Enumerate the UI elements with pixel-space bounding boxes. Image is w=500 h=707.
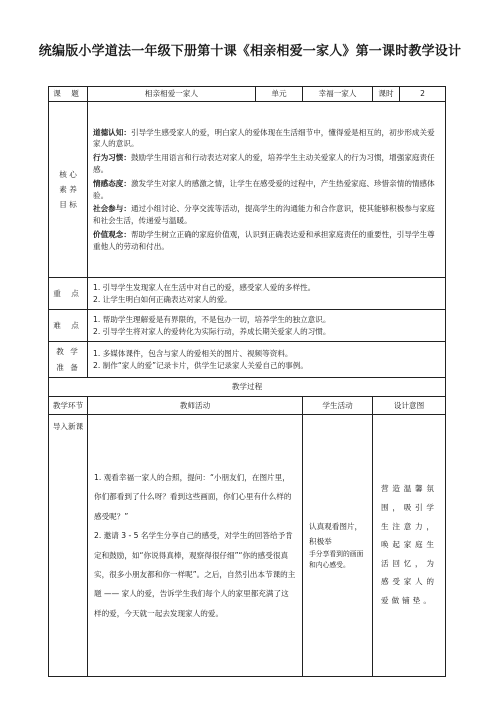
document-title: 统编版小学道法一年级下册第十课《相亲相爱一家人》第一课时教学设计 bbox=[38, 44, 462, 59]
student-activity bbox=[303, 415, 373, 677]
prep-item: 1. 多媒体课件，包含与家人的爱相关的图片、视频等资料。 bbox=[93, 348, 293, 358]
goal-item bbox=[88, 178, 445, 202]
goal-text: 激发学生对家人的感激之情，让学生在感受爱的过程中，产生热爱家庭、珍惜亲情的情感体验。 bbox=[93, 178, 435, 200]
period-cell bbox=[373, 87, 446, 102]
lesson-plan-document bbox=[48, 86, 445, 677]
difficult-points-content bbox=[88, 310, 446, 342]
teacher-step: 2. 邀请 3 - 5 名学生分享自己的感受，对学生的回答给予肯定和鼓励，如“你说得真棒，观察得很仔细”“你的感受很真实，很多小朋友都和你一样呢”。之后，自然引出本节课的主题 —— 家人的爱，告诉学生我们每个人的家里都充满了这样的爱，今天就一起去发现家人的爱。 bbox=[94, 531, 296, 618]
goal-term: 情感态度： bbox=[93, 178, 131, 188]
prep-content bbox=[88, 342, 446, 378]
process-title: 教学过程 bbox=[49, 378, 446, 397]
difficult-points-label: 难 点 bbox=[49, 310, 88, 342]
process-header-intent bbox=[373, 397, 446, 415]
design-intent: 营造温馨氛围，吸引学生注意力，唤起家庭生活回忆，为感受家人的爱做铺垫。 bbox=[373, 415, 446, 677]
lesson-plan-table bbox=[48, 86, 446, 677]
header-text: 学生活动 bbox=[322, 400, 353, 410]
core-label-line: 目 标 bbox=[59, 200, 77, 210]
goal-term: 社会参与： bbox=[93, 204, 131, 214]
prep-label-line: 准 备 bbox=[56, 362, 80, 372]
process-header-student bbox=[303, 397, 373, 415]
prep-label-line: 教 学 bbox=[56, 347, 80, 357]
header-text: 教师活动 bbox=[179, 400, 211, 410]
goal-text: 鼓励学生用语言和行动表达对家人的爱，培养学生主动关爱家人的行为习惯，增强家庭责任感。 bbox=[93, 153, 435, 174]
student-activity-main: 认真观看图片，积极举 bbox=[309, 522, 363, 546]
key-point-item: 1. 引导学生发现家人在生活中对自己的爱，感受家人爱的多样性。 bbox=[93, 282, 316, 292]
difficult-point-item: 2. 引导学生将对家人的爱转化为实际行动，养成长期关爱家人的习惯。 bbox=[93, 326, 331, 336]
goal-item bbox=[88, 127, 445, 151]
process-header-section bbox=[49, 397, 88, 415]
core-goals-label bbox=[49, 102, 88, 278]
teacher-step: 1. 观看幸福一家人的合照，提问：“小朋友们，在图片里，你们都看到了什么呀？看到这些画面，你们心里有什么样的感受呢？” bbox=[94, 473, 292, 521]
goal-item bbox=[88, 152, 445, 176]
core-goals-content bbox=[88, 102, 446, 278]
goal-term: 行为习惯： bbox=[93, 153, 131, 163]
goal-term: 道德认知： bbox=[93, 127, 131, 137]
period-label: 课时 bbox=[373, 87, 400, 101]
key-point-item: 2. 让学生明白如何正确表达对家人的爱。 bbox=[93, 294, 232, 304]
header-text: 教学环节 bbox=[52, 400, 84, 410]
goal-item bbox=[88, 229, 445, 253]
key-points-label: 重 点 bbox=[49, 278, 88, 310]
unit-label: 单元 bbox=[256, 87, 303, 102]
student-activity-small: 手分享看到的画面和内心感受。 bbox=[309, 550, 364, 569]
unit-value: 幸福一家人 bbox=[303, 87, 373, 102]
core-label-line: 素 养 bbox=[59, 184, 77, 194]
topic-value: 相亲相爱一家人 bbox=[88, 87, 256, 102]
key-points-content bbox=[88, 278, 446, 310]
prep-item: 2. 制作“家人的爱”记录卡片，供学生记录家人关爱自己的事例。 bbox=[93, 360, 308, 370]
goal-term: 价值观念： bbox=[93, 229, 131, 239]
prep-label bbox=[49, 342, 88, 378]
header-text: 设计意图 bbox=[393, 400, 425, 410]
teacher-activity bbox=[88, 415, 303, 677]
goal-item bbox=[88, 203, 445, 227]
goal-text: 引导学生感受家人的爱，明白家人的爱体现在生活细节中，懂得爱是相互的，初步形成关爱家人的意识。 bbox=[93, 127, 435, 149]
core-label-line: 核 心 bbox=[59, 169, 77, 179]
goal-text: 通过小组讨论、分享交流等活动，提高学生的沟通能力和合作意识，使其能够积极参与家庭和社会生活，传递爱与温暖。 bbox=[93, 204, 435, 226]
topic-label: 课 题 bbox=[49, 87, 88, 102]
process-header-teacher bbox=[88, 397, 303, 415]
process-section-intro: 导入新课 bbox=[49, 415, 88, 677]
goal-text: 帮助学生树立正确的家庭价值观，认识到正确表达爱和承担家庭责任的重要性，引导学生尊重他人的劳动和付出。 bbox=[93, 229, 435, 251]
period-value: 2 bbox=[420, 89, 425, 99]
difficult-point-item: 1. 帮助学生理解爱是有界限的，不是包办一切，培养学生的独立意识。 bbox=[93, 314, 331, 324]
